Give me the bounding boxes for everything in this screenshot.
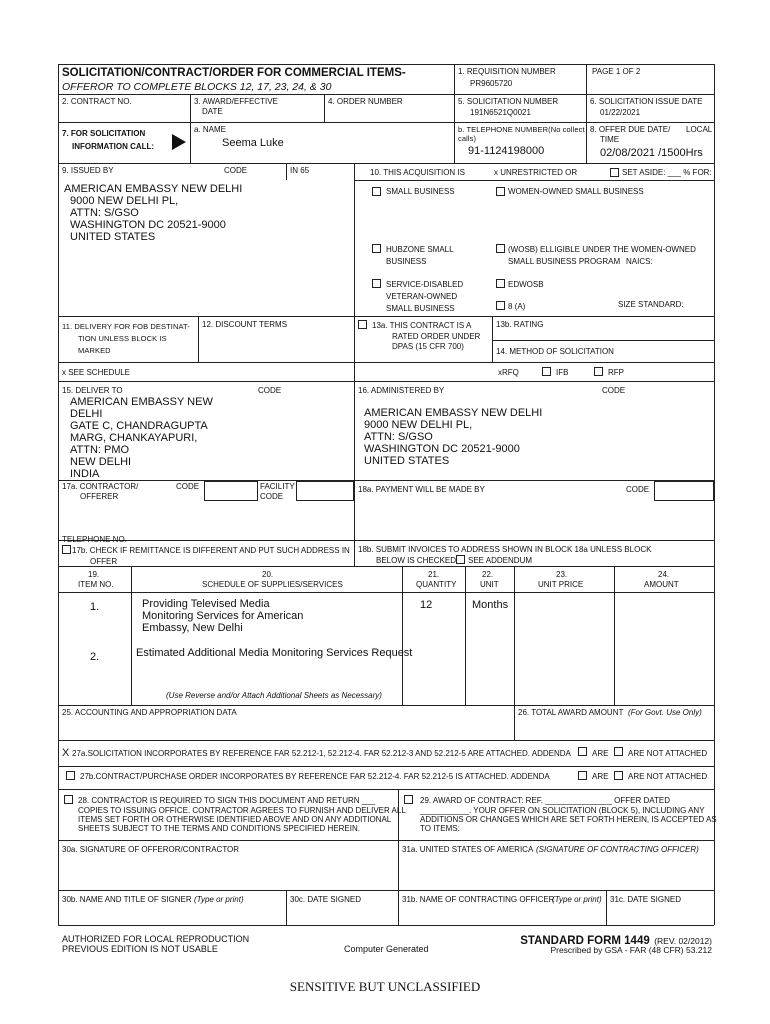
28-checkbox[interactable] bbox=[64, 795, 73, 804]
27b-are-label: ARE bbox=[592, 772, 609, 781]
admin-address-line-2: 9000 NEW DELHI PL, bbox=[364, 419, 473, 431]
rfp-label: RFP bbox=[608, 368, 624, 377]
col-unit-num: 22. bbox=[482, 570, 494, 579]
award-date-label-2: DATE bbox=[202, 107, 223, 116]
see-schedule: x SEE SCHEDULE bbox=[62, 368, 131, 377]
signer-name-label: 30b. NAME AND TITLE OF SIGNER bbox=[62, 895, 192, 904]
admin-address-line-3: ATTN: S/GSO bbox=[364, 431, 433, 443]
col-unit-price: UNIT PRICE bbox=[538, 580, 584, 589]
issued-by-label: 9. ISSUED BY bbox=[62, 166, 114, 175]
payment-code-field[interactable] bbox=[654, 481, 714, 501]
issuer-address-line-3: ATTN: S/GSO bbox=[70, 207, 139, 219]
admin-address-line-5: UNITED STATES bbox=[364, 455, 450, 467]
ifb-checkbox[interactable] bbox=[542, 367, 551, 376]
form-title: SOLICITATION/CONTRACT/ORDER FOR COMMERCIAL ITEMS- bbox=[62, 67, 406, 79]
small-business-label: SMALL BUSINESS bbox=[386, 187, 455, 196]
wosb-eligible-label: (WOSB) ELLIGIBLE UNDER THE WOMEN-OWNED bbox=[508, 245, 696, 254]
wosb-checkbox[interactable] bbox=[496, 187, 505, 196]
issue-date-label: 6. SOLICITATION ISSUE DATE bbox=[590, 97, 703, 106]
item-no: 2. bbox=[90, 651, 100, 663]
27b-text: 27b.CONTRACT/PURCHASE ORDER INCORPORATES BY REFERENCE FAR 52.212-4. FAR 52.212-5 IS ATTACHED. ADDENDA bbox=[80, 772, 550, 781]
offer-due-date: 02/08/2021 /1500Hrs bbox=[600, 147, 703, 159]
administered-by-code-label: CODE bbox=[602, 386, 626, 395]
schedule-note: (Use Reverse and/or Attach Additional Sheets as Necessary) bbox=[166, 691, 382, 700]
deliver-address-line-1: AMERICAN EMBASSY NEW bbox=[70, 396, 213, 408]
deliver-address-line-4: MARG, CHANKAYAPURI, bbox=[70, 432, 198, 444]
addendum-checkbox[interactable] bbox=[456, 555, 465, 564]
item-description-line-1: Estimated Additional Media Monitoring Services Request bbox=[136, 647, 413, 659]
item-quantity: 12 bbox=[420, 599, 433, 611]
deliver-to-label: 15. DELIVER TO bbox=[62, 386, 123, 395]
27a-are-not-label: ARE NOT ATTACHED bbox=[628, 749, 708, 758]
wosb-label: WOMEN-OWNED SMALL BUSINESS bbox=[508, 187, 644, 196]
deliver-to-code-label: CODE bbox=[258, 386, 282, 395]
telephone-label: b. TELEPHONE NUMBER(No collect bbox=[458, 125, 585, 134]
29-text-line-1: 29. AWARD OF CONTRACT: REF. _______________ OFFER DATED bbox=[420, 796, 671, 805]
page-indicator: PAGE 1 OF 2 bbox=[592, 67, 641, 76]
deliver-address-line-7: INDIA bbox=[70, 468, 100, 480]
award-date-label: 3. AWARD/EFFECTIVE bbox=[194, 97, 278, 106]
27a-text: 27a.SOLICITATION INCORPORATES BY REFERENCE FAR 52.212-1, 52.212-4. FAR 52.212-3 AND 52.212-5 ARE ATTACHED. ADDENDA bbox=[72, 749, 571, 758]
previous-edition: PREVIOUS EDITION IS NOT USABLE bbox=[62, 944, 218, 954]
signature-officer-label: 31a. UNITED STATES OF AMERICA bbox=[402, 845, 534, 854]
signature-offeror-label: 30a. SIGNATURE OF OFFEROR/CONTRACTOR bbox=[62, 845, 240, 854]
27a-are-checkbox[interactable] bbox=[578, 747, 587, 756]
item-description-line-3: Embassy, New Delhi bbox=[142, 622, 243, 634]
col-unit: UNIT bbox=[480, 580, 499, 589]
contractor-label: 17a. CONTRACTOR/ bbox=[62, 482, 139, 491]
info-call-label-2: INFORMATION CALL: bbox=[72, 142, 155, 151]
col-item-no: ITEM NO. bbox=[78, 580, 114, 589]
acquisition-label: 10. THIS ACQUISITION IS bbox=[370, 168, 465, 177]
item-no: 1. bbox=[90, 601, 100, 613]
27b-are-not-label: ARE NOT ATTACHED bbox=[628, 772, 708, 781]
27a-are-label: ARE bbox=[592, 749, 609, 758]
classification-marking: SENSITIVE BUT UNCLASSIFIED bbox=[289, 979, 481, 994]
deliver-address-line-6: NEW DELHI bbox=[70, 456, 132, 468]
delivery-label-3: MARKED bbox=[78, 346, 111, 355]
submit-invoices-label: 18b. SUBMIT INVOICES TO ADDRESS SHOWN IN BLOCK 18a UNLESS BLOCK bbox=[358, 545, 652, 554]
method-label: 14. METHOD OF SOLICITATION bbox=[496, 347, 614, 356]
rfq-option: xRFQ bbox=[498, 368, 519, 377]
sdvosb-label: SERVICE-DISABLED bbox=[386, 280, 464, 289]
requisition-number: PR9605720 bbox=[470, 79, 513, 88]
naics-label: NAICS: bbox=[626, 257, 653, 266]
contracting-officer-label: 31b. NAME OF CONTRACTING OFFICER bbox=[402, 895, 555, 904]
deliver-address-line-5: ATTN: PMO bbox=[70, 444, 130, 456]
accounting-label: 25. ACCOUNTING AND APPROPRIATION DATA bbox=[62, 708, 237, 717]
28-text-line-1: 28. CONTRACTOR IS REQUIRED TO SIGN THIS DOCUMENT AND RETURN ___ bbox=[78, 796, 376, 805]
hubzone-label-2: BUSINESS bbox=[386, 257, 427, 266]
contractor-code-field[interactable] bbox=[204, 481, 258, 501]
sdvosb-label-2: VETERAN-OWNED bbox=[386, 292, 458, 301]
administered-by-label: 16. ADMINISTERED BY bbox=[358, 386, 445, 395]
wosb-eligible-label-2: SMALL BUSINESS PROGRAM bbox=[508, 257, 621, 266]
submit-invoices-label-2: BELOW IS CHECKED bbox=[376, 556, 457, 565]
remittance-checkbox[interactable] bbox=[62, 545, 71, 554]
item-unit: Months bbox=[472, 599, 509, 611]
contact-name: Seema Luke bbox=[222, 137, 284, 149]
authorized-reproduction: AUTHORIZED FOR LOCAL REPRODUCTION bbox=[62, 934, 250, 944]
remittance-label: 17b. CHECK IF REMITTANCE IS DIFFERENT AND PUT SUCH ADDRESS IN bbox=[72, 546, 350, 555]
rfp-checkbox[interactable] bbox=[594, 367, 603, 376]
rated-order-label-2: RATED ORDER UNDER bbox=[392, 332, 481, 341]
29-text-line-3: ADDITIONS OR CHANGES WHICH ARE SET FORTH HEREIN, IS ACCEPTED AS bbox=[420, 815, 717, 824]
contractor-code-label: CODE bbox=[176, 482, 200, 491]
form-subtitle: OFFEROR TO COMPLETE BLOCKS 12, 17, 23, 24, & 30 bbox=[62, 81, 332, 93]
item-description-line-2: Monitoring Services for American bbox=[142, 610, 304, 622]
28-text-line-4: SHEETS SUBJECT TO THE TERMS AND CONDITIONS SPECIFIED HEREIN. bbox=[78, 824, 360, 833]
contact-name-label: a. NAME bbox=[194, 125, 227, 134]
facility-code-label-2: CODE bbox=[260, 492, 284, 501]
col-unit-price-num: 23. bbox=[556, 570, 568, 579]
rated-order-label-3: DPAS (15 CFR 700) bbox=[392, 342, 464, 351]
admin-address-line-1: AMERICAN EMBASSY NEW DELHI bbox=[364, 407, 543, 419]
col-schedule-num: 20. bbox=[262, 570, 274, 579]
sdvosb-checkbox[interactable] bbox=[372, 279, 381, 288]
facility-code-field[interactable] bbox=[296, 481, 354, 501]
payment-code-label: CODE bbox=[626, 485, 650, 494]
rated-order-label: 13a. THIS CONTRACT IS A bbox=[372, 321, 472, 330]
issued-by-code-label: CODE bbox=[224, 166, 248, 175]
facility-code-label: FACILITY bbox=[260, 482, 295, 491]
issue-date: 01/22/2021 bbox=[600, 108, 641, 117]
computer-generated: Computer Generated bbox=[344, 944, 429, 954]
date-signed-label: 30c. DATE SIGNED bbox=[290, 895, 361, 904]
set-aside-checkbox[interactable] bbox=[610, 168, 619, 177]
discount-terms-label: 12. DISCOUNT TERMS bbox=[202, 320, 288, 329]
offer-due-label: 8. OFFER DUE DATE/ bbox=[590, 125, 671, 134]
contract-no-label: 2. CONTRACT NO. bbox=[62, 97, 132, 106]
29-text-line-2: ___________. YOUR OFFER ON SOLICITATION (BLOCK 5), INCLUDING ANY bbox=[420, 806, 705, 815]
29-checkbox[interactable] bbox=[404, 795, 413, 804]
prescribed-by: Prescribed by GSA - FAR (48 CFR) 53.212 bbox=[550, 945, 712, 955]
28-text-line-2: COPIES TO ISSUING OFFICE. CONTRACTOR AGREES TO FURNISH AND DELIVER ALL bbox=[78, 806, 406, 815]
info-call-label: 7. FOR SOLICITATION bbox=[62, 129, 146, 138]
27a-mark: X bbox=[62, 747, 70, 759]
solicitation-number: 191N6521Q0021 bbox=[470, 108, 531, 117]
issuer-address-line-2: 9000 NEW DELHI PL, bbox=[70, 195, 179, 207]
29-text-line-4: TO ITEMS: bbox=[420, 824, 460, 833]
telephone-number: 91-1124198000 bbox=[468, 145, 545, 157]
form-revision: (REV. 02/2012) bbox=[654, 936, 712, 946]
small-business-checkbox[interactable] bbox=[372, 187, 381, 196]
hubzone-label: HUBZONE SMALL bbox=[386, 245, 454, 254]
payment-label: 18a. PAYMENT WILL BE MADE BY bbox=[358, 485, 485, 494]
arrow-right-icon bbox=[172, 134, 186, 150]
27b-are-checkbox[interactable] bbox=[578, 771, 587, 780]
issued-by-code: IN 65 bbox=[290, 166, 310, 175]
issuer-address-line-4: WASHINGTON DC 20521-9000 bbox=[70, 219, 226, 231]
total-award-note: (For Govt. Use Only) bbox=[628, 708, 702, 717]
form-name: STANDARD FORM 1449 bbox=[520, 935, 650, 947]
col-amount: AMOUNT bbox=[644, 580, 679, 589]
delivery-label-2: TION UNLESS BLOCK IS bbox=[78, 334, 167, 343]
27a-are-not-checkbox[interactable] bbox=[614, 747, 623, 756]
rating-label: 13b. RATING bbox=[496, 320, 544, 329]
hubzone-checkbox[interactable] bbox=[372, 244, 381, 253]
ifb-label: IFB bbox=[556, 368, 569, 377]
remittance-label-2: OFFER bbox=[90, 557, 118, 566]
28-text-line-3: ITEMS SET FORTH OR OTHERWISE IDENTIFIED ABOVE AND ON ANY ADDITIONAL bbox=[78, 815, 392, 824]
8a-checkbox[interactable] bbox=[496, 301, 505, 310]
total-award-label: 26. TOTAL AWARD AMOUNT bbox=[518, 708, 624, 717]
issuer-address-line-5: UNITED STATES bbox=[70, 231, 156, 243]
delivery-label: 11. DELIVERY FOR FOB DESTINAT- bbox=[62, 322, 190, 331]
col-item-no-num: 19. bbox=[88, 570, 100, 579]
unrestricted-option: x UNRESTRICTED OR bbox=[494, 168, 578, 177]
deliver-address-line-2: DELHI bbox=[70, 408, 103, 420]
8a-label: 8 (A) bbox=[508, 302, 526, 311]
rated-order-checkbox[interactable] bbox=[358, 320, 367, 329]
admin-address-line-4: WASHINGTON DC 20521-9000 bbox=[364, 443, 520, 455]
contracting-officer-note: (Type or print) bbox=[552, 895, 602, 904]
col-quantity-num: 21. bbox=[428, 570, 440, 579]
item-description-line-1: Providing Televised Media bbox=[142, 598, 270, 610]
27b-checkbox[interactable] bbox=[66, 771, 75, 780]
sdvosb-label-3: SMALL BUSINESS bbox=[386, 304, 455, 313]
offer-due-label-time: TIME bbox=[600, 135, 620, 144]
officer-date-signed-label: 31c. DATE SIGNED bbox=[610, 895, 681, 904]
wosb-eligible-checkbox[interactable] bbox=[496, 244, 505, 253]
edwosb-checkbox[interactable] bbox=[496, 279, 505, 288]
col-schedule: SCHEDULE OF SUPPLIES/SERVICES bbox=[202, 580, 343, 589]
telephone-no-label: TELEPHONE NO. bbox=[62, 535, 127, 544]
issuer-address-line-1: AMERICAN EMBASSY NEW DELHI bbox=[64, 183, 243, 195]
solicitation-number-label: 5. SOLICITATION NUMBER bbox=[458, 97, 559, 106]
offer-due-label-local: LOCAL bbox=[686, 125, 713, 134]
order-number-label: 4. ORDER NUMBER bbox=[328, 97, 403, 106]
edwosb-label: EDWOSB bbox=[508, 280, 544, 289]
requisition-label: 1. REQUISITION NUMBER bbox=[458, 67, 556, 76]
telephone-label-2: calls) bbox=[458, 134, 477, 143]
set-aside-label: SET ASIDE: ___ % FOR: bbox=[622, 168, 712, 177]
col-amount-num: 24. bbox=[658, 570, 670, 579]
signer-name-note: (Type or print) bbox=[194, 895, 244, 904]
signature-officer-note: (SIGNATURE OF CONTRACTING OFFICER) bbox=[536, 845, 699, 854]
contractor-label-2: OFFERER bbox=[80, 492, 119, 501]
deliver-address-line-3: GATE C, CHANDRAGUPTA bbox=[70, 420, 208, 432]
addendum-label: SEE ADDENDUM bbox=[468, 556, 533, 565]
27b-are-not-checkbox[interactable] bbox=[614, 771, 623, 780]
col-quantity: QUANTITY bbox=[416, 580, 457, 589]
size-standard-label: SIZE STANDARD: bbox=[618, 300, 684, 309]
